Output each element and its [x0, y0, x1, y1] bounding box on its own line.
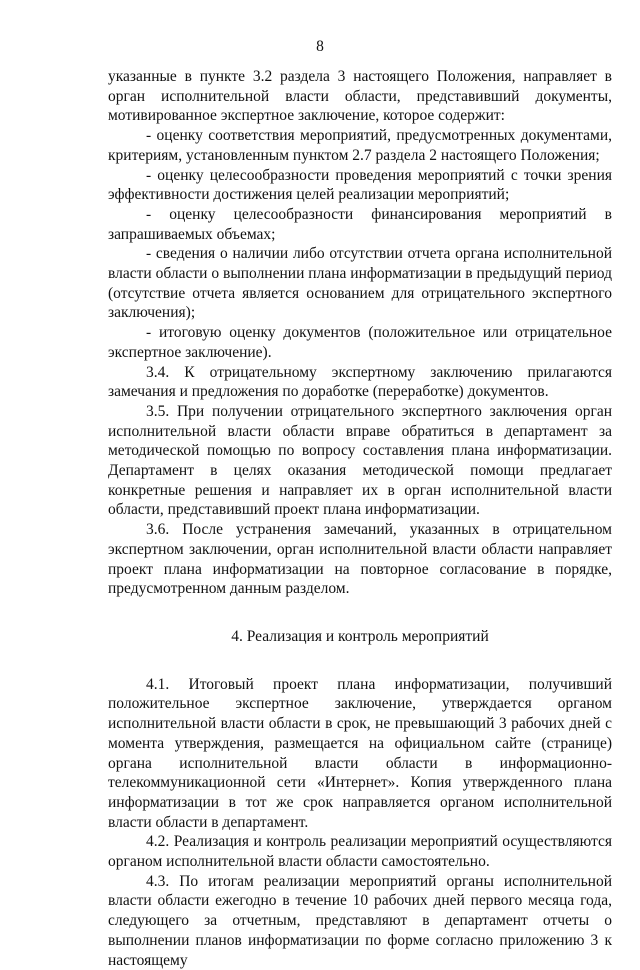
paragraph: 4.1. Итоговый проект плана информатизации, получивший положительное экспертное заключение, утверждается органом исполнительной власти области в срок, не превышающий 3 рабочих дней с момента утверждения, размещается на официальном сайте (странице) органа исполнительной власти области в информационно-телекоммуникационной сети «Интернет». Копия утвержденного плана информатизации в тот же срок направляется органом исполнительной власти области в департамент.: [108, 675, 612, 831]
paragraph: указанные в пункте 3.2 раздела 3 настоящего Положения, направляет в орган исполнительной власти области, представивший документы, мотивированное экспертное заключение, которое содержит:: [108, 68, 612, 125]
page-number: 8: [316, 38, 324, 55]
list-item: - сведения о наличии либо отсутствии отчета органа исполнительной власти области о выполнении плана информатизации в предыдущий период (отсутствие отчета является основанием для отрицательного экспертного заключения);: [108, 245, 612, 322]
paragraph: 3.4. К отрицательному экспертному заключению прилагаются замечания и предложения по доработке (переработке) документов.: [108, 363, 612, 401]
document-body: [108, 67, 612, 970]
list-item: - оценку соответствия мероприятий, предусмотренных документами, критериям, установленным пунктом 2.7 раздела 2 настоящего Положения;: [108, 127, 612, 164]
paragraph: 3.6. После устранения замечаний, указанных в отрицательном экспертном заключении, орган исполнительной власти области направляет проект плана информатизации на повторное согласование в порядке, предусмотренном данным разделом.: [108, 521, 612, 598]
paragraph: 3.5. При получении отрицательного экспертного заключения орган исполнительной власти области вправе обратиться в департамент за методической помощью по вопросу составления плана информатизации. Департамент в целях оказания методической помощи предлагает конкретные решения и направляет их в орган исполнительной власти области, представивший проект плана информатизации.: [108, 402, 612, 519]
section-heading: 4. Реализация и контроль мероприятий: [231, 627, 489, 645]
paragraph: 4.3. По итогам реализации мероприятий органы исполнительной власти области ежегодно в течение 10 рабочих дней первого месяца года, следующего за отчетным, представляют в департамент отчеты о выполнении планов информатизации по форме согласно приложению 3 к настоящему: [108, 872, 612, 969]
list-item: - оценку целесообразности проведения мероприятий с точки зрения эффективности достижения целей реализации мероприятий;: [108, 166, 612, 204]
paragraph: 4.2. Реализация и контроль реализации мероприятий осуществляются органом исполнительной власти области самостоятельно.: [108, 833, 612, 871]
list-item: - оценку целесообразности финансирования мероприятий в запрашиваемых объемах;: [108, 205, 612, 243]
list-item: - итоговую оценку документов (положительное или отрицательное экспертное заключение).: [108, 324, 612, 361]
